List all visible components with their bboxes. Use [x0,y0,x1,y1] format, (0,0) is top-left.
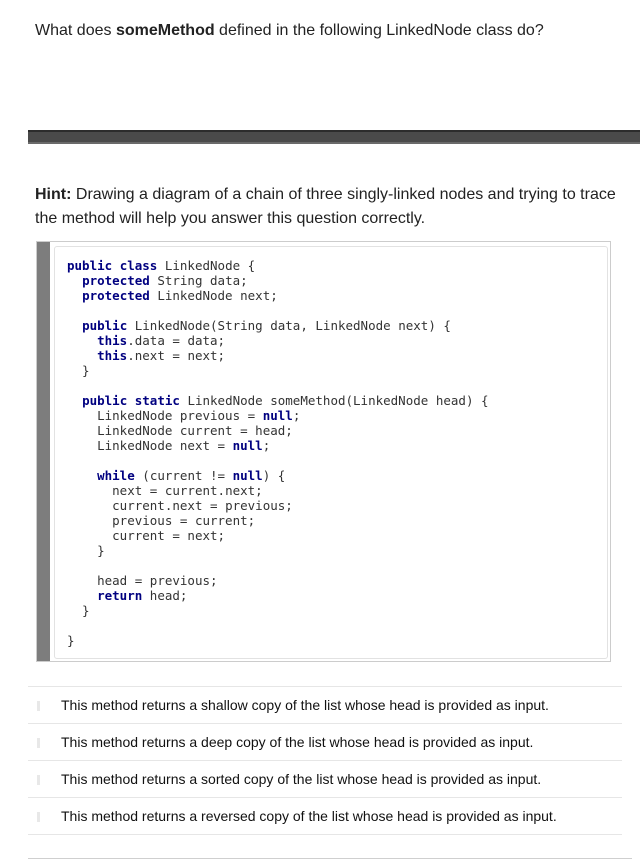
option-marker [37,812,40,822]
option-marker [37,775,40,785]
answer-options [28,686,622,835]
code-line: LinkedNode current = head; [97,423,293,438]
code-keyword: class [119,258,158,273]
option-marker [37,738,40,748]
answer-option-4[interactable] [28,798,622,835]
question-prefix: What does [35,22,116,39]
code-line: public LinkedNode(String data, LinkedNode next) { [82,318,451,333]
answer-option-label: This method returns a sorted copy of the list whose head is provided as input. [61,771,542,787]
answer-option-label: This method returns a deep copy of the list whose head is provided as input. [61,734,534,750]
answer-option-3[interactable] [28,761,622,798]
section-divider [28,130,640,144]
code-line: return head; [97,588,188,603]
option-marker [37,701,40,711]
answer-option-label: This method returns a reversed copy of the list whose head is provided as input. [61,808,557,824]
code-keyword: protected [82,288,150,303]
code-keyword: public [82,393,128,408]
code-keyword: this [97,348,128,363]
hint-text [35,183,625,231]
code-keyword: protected [82,273,150,288]
question-suffix: defined in the following LinkedNode class do? [214,22,544,39]
code-keyword: null [232,438,263,453]
question-method-name: someMethod [115,22,215,39]
code-line: while (current != null) { [97,468,286,483]
question-text [35,21,544,41]
code-line: head = previous; [97,573,218,588]
code-line: } [67,603,90,618]
code-line: current = next; [112,528,226,543]
code-line: LinkedNode next = null; [97,438,271,453]
code-line: current.next = previous; [112,498,293,513]
bottom-divider [28,858,632,859]
code-keyword: null [232,468,263,483]
code-line: this.data = data; [97,333,226,348]
hint-body: Drawing a diagram of a chain of three singly-linked nodes and trying to trace the method will help you answer this question correctly. [35,186,616,227]
code-keyword: public [67,258,113,273]
code-line: protected LinkedNode next; [82,288,278,303]
code-line: } [67,363,90,378]
code-listing [67,258,489,648]
code-line: LinkedNode previous = null; [97,408,301,423]
answer-option-1[interactable] [28,687,622,724]
answer-option-2[interactable] [28,724,622,761]
code-block-accent-bar [37,242,50,661]
code-keyword: static [134,393,180,408]
hint-label: Hint: [35,186,72,203]
code-keyword: return [97,588,143,603]
code-line: protected String data; [82,273,248,288]
code-line: this.next = next; [97,348,226,363]
code-keyword: public [82,318,128,333]
code-line: public class LinkedNode { [67,258,256,273]
code-keyword: null [262,408,293,423]
code-line: previous = current; [112,513,256,528]
code-line: } [67,543,105,558]
code-line: } [67,633,75,648]
code-keyword: this [97,333,128,348]
code-line: next = current.next; [112,483,263,498]
answer-option-label: This method returns a shallow copy of the list whose head is provided as input. [61,697,549,713]
code-keyword: while [97,468,135,483]
code-line: public static LinkedNode someMethod(LinkedNode head) { [82,393,489,408]
